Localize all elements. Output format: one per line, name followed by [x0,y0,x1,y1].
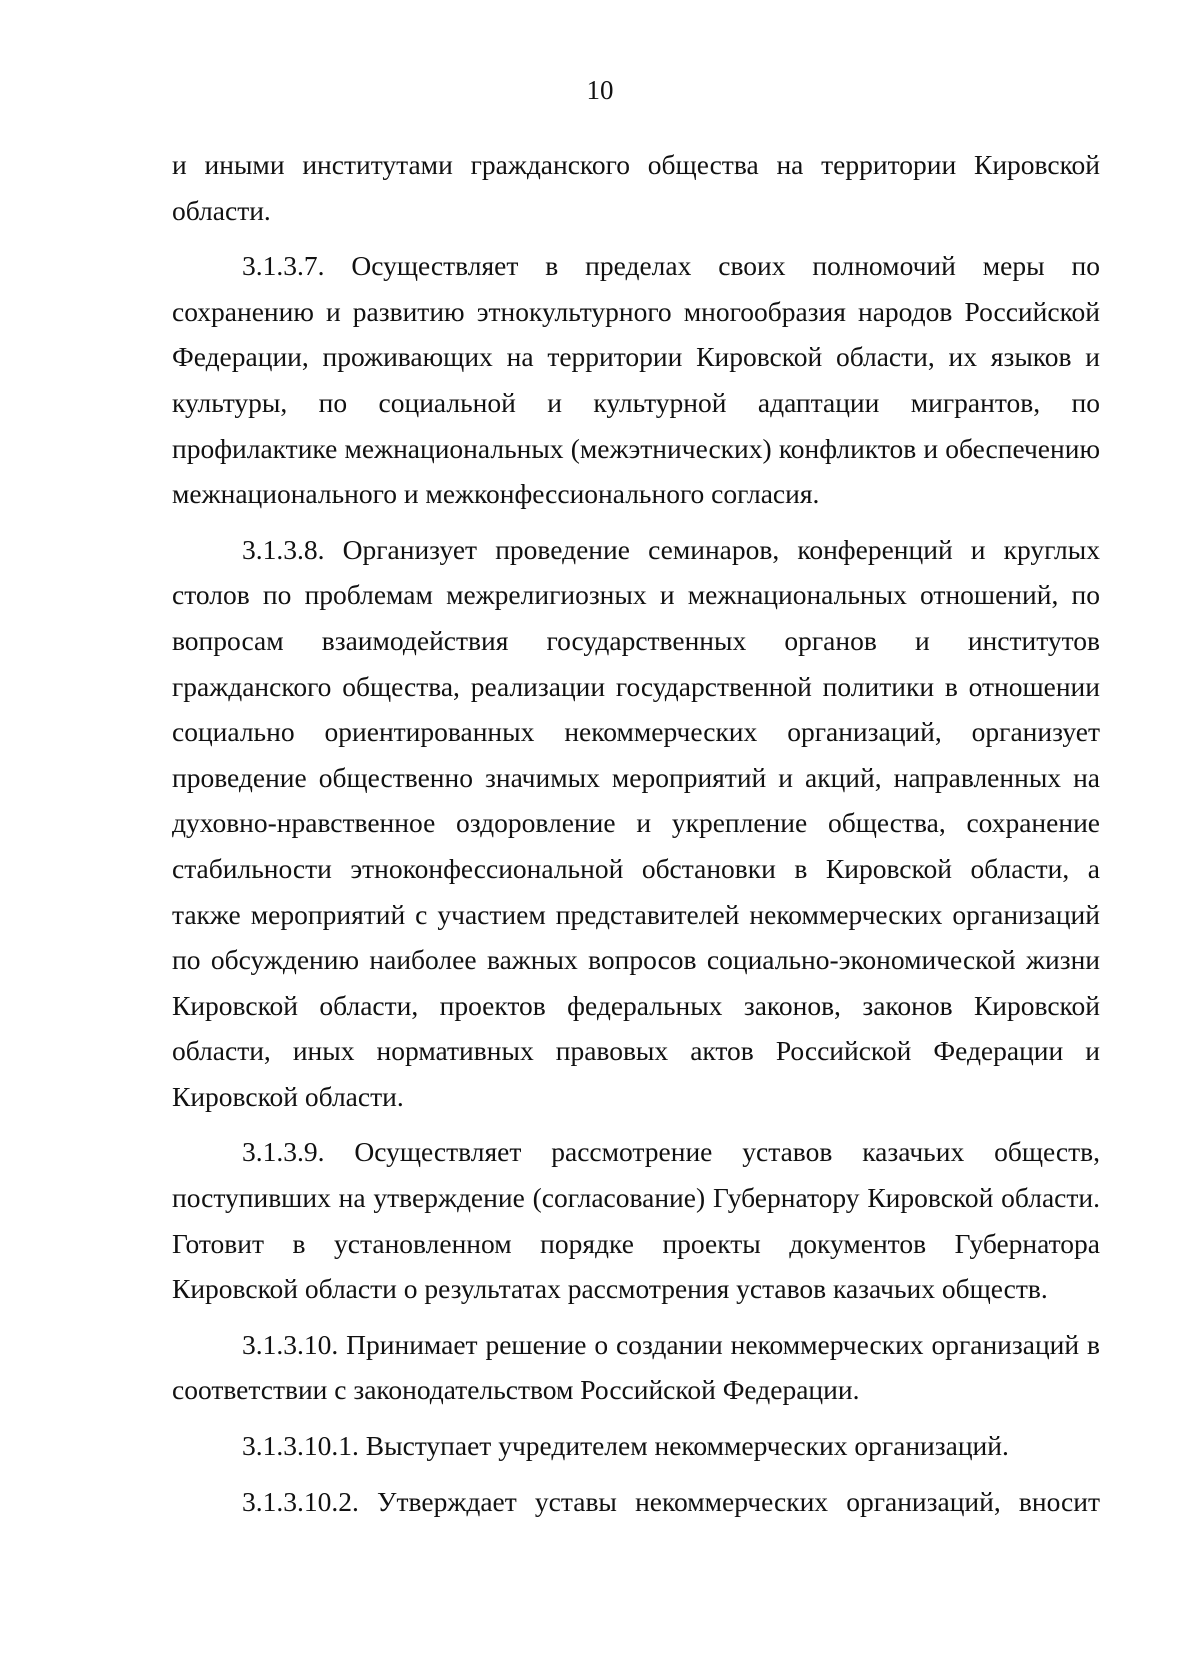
paragraph-continuation: и иными институтами гражданского общества на территории Кировской области. [172,149,1100,226]
paragraph-3-1-3-10-1: 3.1.3.10.1. Выступает учредителем некоммерческих организаций. [242,1430,1009,1462]
paragraph-3-1-3-9: 3.1.3.9. Осуществляет рассмотрение уставов казачьих обществ, поступивших на утверждение (согласование) Губернатору Кировской области. Готовит в установленном порядке проекты документов Губернатора Кировской области о результатах рассмотрения уставов казачьих обществ. [172,1136,1100,1305]
paragraph-3-1-3-7: 3.1.3.7. Осуществляет в пределах своих полномочий меры по сохранению и развитию этнокультурного многообразия народов Российской Федерации, проживающих на территории Кировской области, их языков и культуры, по социальной и культурной адаптации мигрантов, по профилактике межнациональных (межэтнических) конфликтов и обеспечению межнационального и межконфессионального согласия. [172,250,1100,510]
document-body [172,142,1100,1534]
paragraph-3-1-3-10: 3.1.3.10. Принимает решение о создании некоммерческих организаций в соответствии с законодательством Российской Федерации. [172,1328,1100,1406]
paragraph-3-1-3-8: 3.1.3.8. Организует проведение семинаров, конференций и круглых столов по проблемам межрелигиозных и межнациональных отношений, по вопросам взаимодействия государственных органов и институтов гражданского общества, реализации государственной политики в отношении социально ориентированных некоммерческих организаций, организует проведение общественно значимых мероприятий и акций, направленных на духовно-нравственное оздоровление и укрепление общества, сохранение стабильности этноконфессиональной обстановки в Кировской области, а также мероприятий с участием представителей некоммерческих организаций по обсуждению наиболее важных вопросов социально-экономической жизни Кировской области, проектов федеральных законов, законов Кировской области, иных нормативных правовых актов Российской Федерации и Кировской области. [172,533,1100,1112]
paragraph-3-1-3-10-2: 3.1.3.10.2. Утверждает уставы некоммерческих организаций, вносит [242,1485,1100,1517]
page-number: 10 [586,75,614,105]
